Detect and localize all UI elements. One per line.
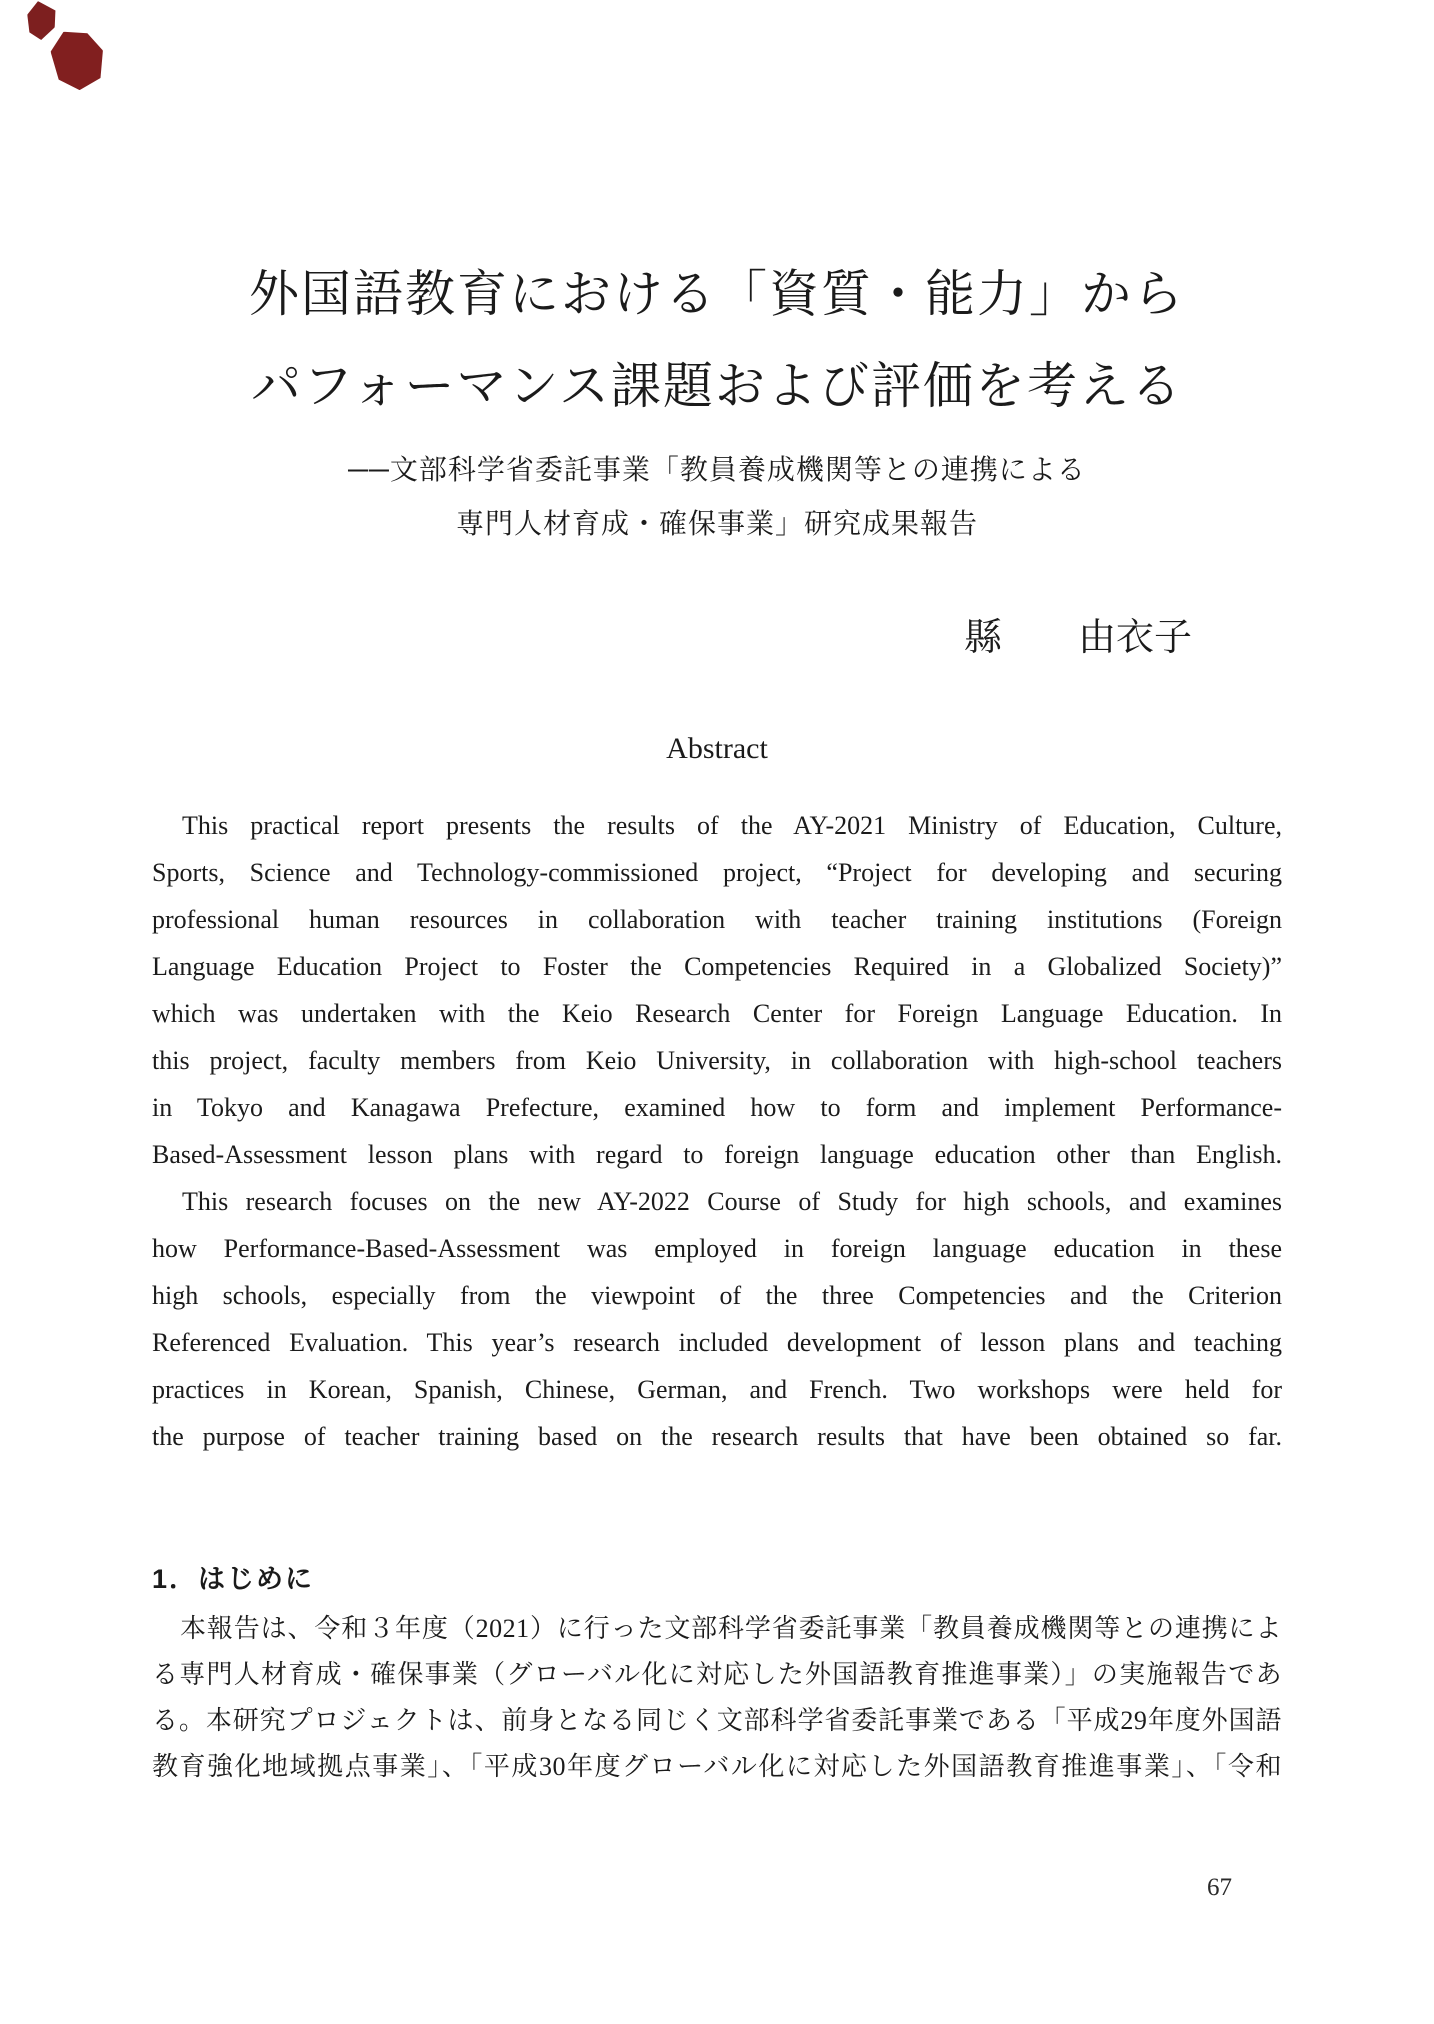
page-number: 67 — [1207, 1874, 1232, 1901]
subtitle-line1: ──文部科学省委託事業「教員養成機関等との連携による — [348, 455, 1086, 486]
abstract-line: Based-Assessment lesson plans with regard to foreign language education other than English. — [152, 1140, 1282, 1169]
abstract-line: practices in Korean, Spanish, Chinese, German, and French. Two workshops were held for — [152, 1375, 1282, 1404]
abstract-line: Referenced Evaluation. This year’s research included development of lesson plans and teaching — [152, 1328, 1282, 1357]
abstract-line: Language Education Project to Foster the Competencies Required in a Globalized Society)” — [152, 952, 1282, 981]
body-line: る専門人材育成・確保事業（グローバル化に対応した外国語教育推進事業）」の実施報告であ — [152, 1660, 1282, 1689]
subtitle-line2: 専門人材育成・確保事業」研究成果報告 — [455, 509, 978, 540]
abstract-line: the purpose of teacher training based on the research results that have been obtained so far. — [152, 1422, 1282, 1451]
abstract-line: Sports, Science and Technology-commissioned project, “Project for developing and securing — [152, 858, 1282, 887]
body-line: る。本研究プロジェクトは、前身となる同じく文部科学省委託事業である「平成29年度外国語 — [152, 1706, 1282, 1735]
abstract-line: in Tokyo and Kanagawa Prefecture, examined how to form and implement Performance- — [152, 1093, 1282, 1122]
section-1-paragraph — [152, 1606, 1282, 1790]
ink-mark-large — [48, 27, 108, 94]
abstract-line: how Performance-Based-Assessment was employed in foreign language education in these — [152, 1234, 1282, 1263]
abstract-line: high schools, especially from the viewpoint of the three Competencies and the Criterion — [152, 1281, 1282, 1310]
page-title-line1: 外国語教育における「資質・能力」から — [249, 266, 1185, 322]
abstract-body — [152, 802, 1282, 1460]
section-1-heading: 1．はじめに — [152, 1564, 315, 1594]
body-line: 教育強化地域拠点事業」、「平成30年度グローバル化に対応した外国語教育推進事業」、「令和 — [152, 1752, 1282, 1781]
abstract-line: This research focuses on the new AY-2022 Course of Study for high schools, and examines — [182, 1187, 1282, 1216]
abstract-paragraph-2 — [152, 1178, 1282, 1460]
abstract-line: This practical report presents the results of the AY-2021 Ministry of Education, Culture, — [182, 811, 1282, 840]
ink-mark-small — [21, 0, 61, 43]
abstract-line: this project, faculty members from Keio University, in collaboration with high-school teachers — [152, 1046, 1282, 1075]
abstract-heading: Abstract — [666, 732, 768, 765]
body-line: 本報告は、令和３年度（2021）に行った文部科学省委託事業「教員養成機関等との連携によ — [180, 1614, 1282, 1643]
page-content — [152, 0, 1282, 1790]
author-name: 縣 由衣子 — [963, 617, 1192, 659]
abstract-paragraph-1 — [152, 802, 1282, 1178]
page-title-line2: パフォーマンス課題および評価を考える — [251, 358, 1183, 414]
abstract-line: which was undertaken with the Keio Research Center for Foreign Language Education. In — [152, 999, 1282, 1028]
title-block — [152, 0, 1282, 414]
subtitle-block — [152, 444, 1282, 552]
abstract-line: professional human resources in collaboration with teacher training institutions (Foreign — [152, 905, 1282, 934]
